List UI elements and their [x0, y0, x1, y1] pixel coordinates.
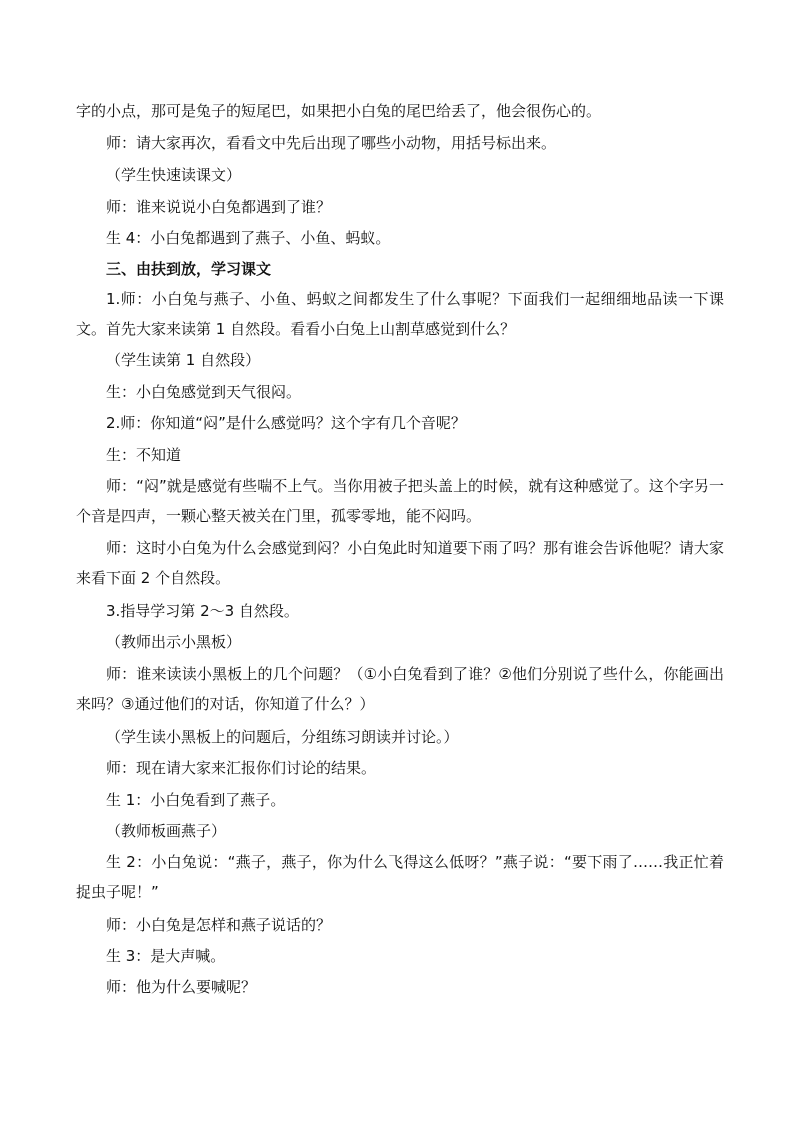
paragraph: （学生读第 1 自然段）	[106, 351, 261, 369]
paragraph: 生 2：小白兔说：“燕子，燕子，你为什么飞得这么低呀？”燕子说：“要下雨了……我正忙着捉虫子呢！”	[76, 853, 724, 901]
paragraph: 3.指导学习第 2～3 自然段。	[106, 602, 299, 620]
paragraph: 师：谁来说说小白兔都遇到了谁？	[106, 198, 332, 216]
paragraph: 字的小点，那可是兔子的短尾巴，如果把小白兔的尾巴给丢了，他会很伤心的。	[76, 102, 602, 120]
paragraph: 师：“闷”就是感觉有些喘不上气。当你用被子把头盖上的时候，就有这种感觉了。这个字另一个音是四声，一颗心整天被关在门里，孤零零地，能不闷吗。	[76, 477, 724, 525]
paragraph: 师：他为什么要喊呢？	[106, 978, 257, 996]
paragraph: 2.师：你知道“闷”是什么感觉吗？这个字有几个音呢？	[106, 414, 466, 432]
paragraph: 师：请大家再次，看看文中先后出现了哪些小动物，用括号标出来。	[106, 134, 557, 152]
paragraph: 师：这时小白兔为什么会感觉到闷？小白兔此时知道要下雨了吗？那有谁会告诉他呢？请大家来看下面 2 个自然段。	[76, 539, 724, 587]
paragraph: 生 1：小白兔看到了燕子。	[106, 791, 286, 809]
section-heading: 三、由扶到放，学习课文	[106, 260, 272, 278]
paragraph: （学生快速读课文）	[106, 166, 242, 184]
paragraph: 师：谁来读读小黑板上的几个问题？（①小白兔看到了谁？②他们分别说了些什么，你能画出来吗？③通过他们的对话，你知道了什么？）	[76, 665, 724, 713]
paragraph: 1.师：小白兔与燕子、小鱼、蚂蚁之间都发生了什么事呢？下面我们一起细细地品读一下课文。首先大家来读第 1 自然段。看看小白兔上山割草感觉到什么？	[76, 290, 724, 338]
paragraph: 生：不知道	[106, 446, 182, 464]
paragraph: 生 3：是大声喊。	[106, 947, 226, 965]
paragraph: （教师板画燕子）	[106, 822, 227, 840]
paragraph: （学生读小黑板上的问题后，分组练习朗读并讨论。）	[106, 728, 459, 746]
paragraph: 生 4：小白兔都遇到了燕子、小鱼、蚂蚁。	[106, 229, 391, 247]
paragraph: 师：小白兔是怎样和燕子说话的？	[106, 916, 332, 934]
paragraph: 师：现在请大家来汇报你们讨论的结果。	[106, 759, 377, 777]
paragraph: 生：小白兔感觉到天气很闷。	[106, 383, 302, 401]
paragraph: （教师出示小黑板）	[106, 633, 242, 651]
